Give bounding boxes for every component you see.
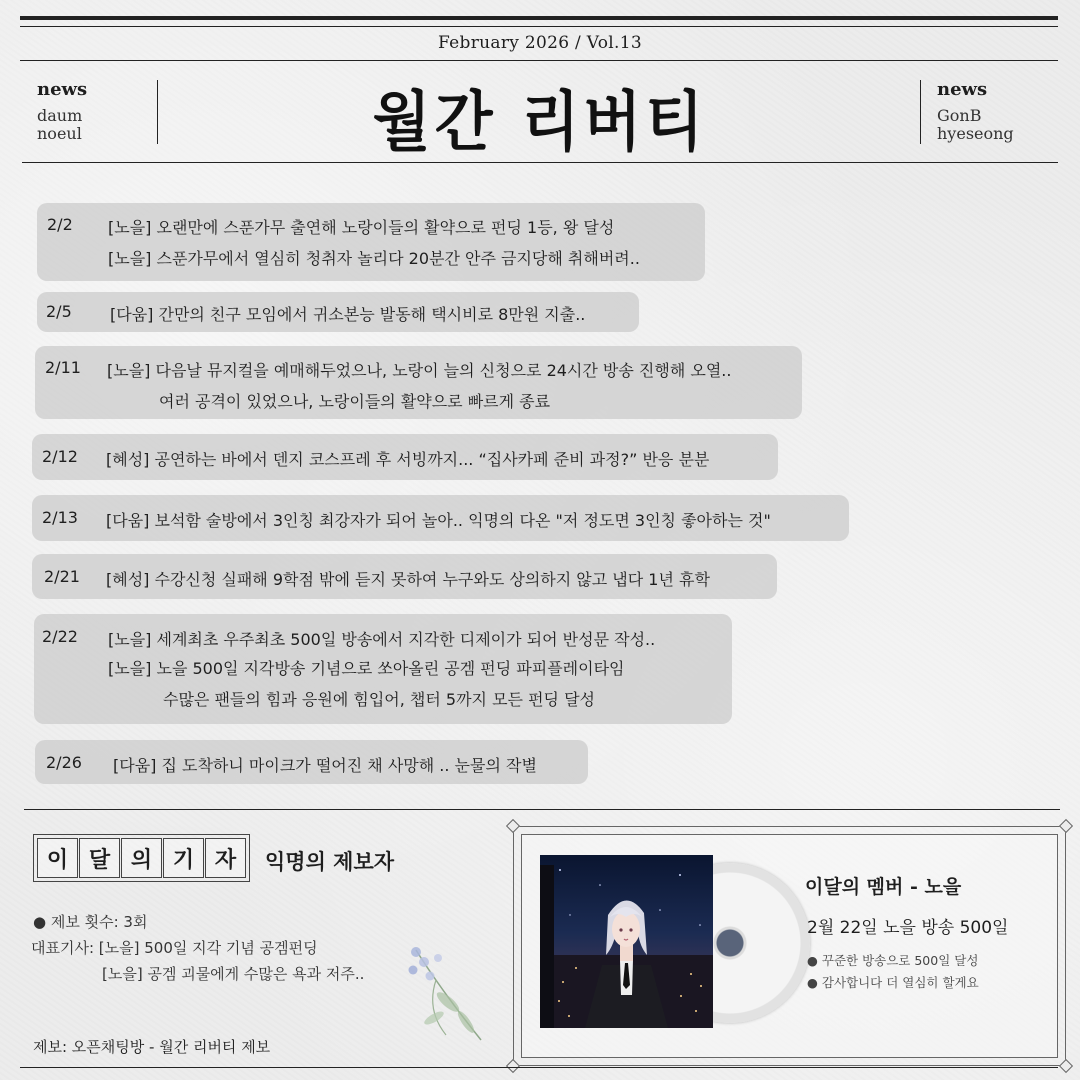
title-char-box: 달: [79, 838, 120, 878]
member-title: 이달의 멤버 - 노을: [805, 876, 962, 898]
news-date: 2/2: [47, 215, 73, 234]
top-rule-thin: [20, 26, 1058, 27]
album-cover: [540, 855, 713, 1028]
title-char-box: 이: [37, 838, 78, 878]
news-row: [32, 434, 778, 480]
news-line: [혜성] 공연하는 바에서 덴지 코스프레 후 서빙까지... “집사카페 준비 과정?” 반응 분분: [106, 450, 710, 469]
news-date: 2/12: [42, 447, 78, 466]
news-line: [노을] 스푼가무에서 열심히 청취자 놀리다 20분간 안주 금지당해 취해버려..: [108, 249, 640, 268]
news-date: 2/26: [46, 753, 82, 772]
title-char-box: 자: [205, 838, 246, 878]
report-count: ● 제보 횟수: 3회: [33, 913, 148, 931]
news-row: [35, 740, 588, 784]
header-right-credits: [937, 80, 1014, 143]
flower-illustration: [396, 940, 501, 1050]
header-rule-top: [20, 60, 1058, 61]
news-line: [다움] 보석함 술방에서 3인칭 최강자가 되어 놀아.. 익명의 다온 "저 정도면 3인칭 좋아하는 것": [106, 511, 771, 530]
news-line: [다움] 간만의 친구 모임에서 귀소본능 발동해 택시비로 8만원 지출..: [110, 305, 586, 324]
featured-article-2: [노을] 공겜 괴물에게 수많은 욕과 저주..: [102, 965, 365, 983]
member-bullet: ● 꾸준한 방송으로 500일 달성: [807, 953, 979, 968]
news-row: [37, 203, 705, 281]
news-date: 2/21: [44, 567, 80, 586]
header-rule-bottom: [22, 162, 1058, 163]
reporter-title-boxes: [33, 834, 250, 882]
title-char-box: 의: [121, 838, 162, 878]
header-left-name: noeul: [37, 124, 82, 144]
news-line: [노을] 노을 500일 지각방송 기념으로 쏘아올린 공겜 펀딩 파피플레이타임: [108, 659, 625, 678]
bottom-rule: [20, 1067, 1058, 1068]
masthead-title: 월간 리버티: [372, 84, 708, 161]
header-right-name: GonB: [937, 105, 982, 125]
section-rule: [24, 809, 1060, 810]
news-date: 2/11: [45, 358, 81, 377]
news-line: [노을] 세계최초 우주최초 500일 방송에서 지각한 디제이가 되어 반성문 작성..: [108, 630, 656, 649]
member-subtitle: 2월 22일 노을 방송 500일: [807, 918, 1009, 938]
header-left-title: news: [37, 79, 88, 100]
news-date: 2/13: [42, 508, 78, 527]
news-row: [35, 346, 802, 419]
news-row: [34, 614, 732, 724]
news-row: [32, 554, 777, 599]
header-right-divider: [920, 80, 921, 144]
news-line: 여러 공격이 있었으나, 노랑이들의 활약으로 빠르게 종료: [159, 392, 551, 411]
album-art: [540, 855, 713, 1028]
featured-article: 대표기사: [노을] 500일 지각 기념 공겜펀딩: [31, 939, 318, 957]
news-line: 수많은 팬들의 힘과 응원에 힘입어, 챕터 5까지 모든 펀딩 달성: [163, 690, 595, 709]
news-line: [노을] 오랜만에 스푼가무 출연해 노랑이들의 활약으로 펀딩 1등, 왕 달성: [108, 218, 615, 237]
header-right-title: news: [937, 79, 988, 100]
header-right-name: hyeseong: [937, 124, 1014, 144]
top-rule-thick: [20, 16, 1058, 20]
issue-line: February 2026 / Vol.13: [438, 33, 642, 53]
news-row: [32, 495, 849, 541]
news-line: [다움] 집 도착하니 마이크가 떨어진 채 사망해 .. 눈물의 작별: [113, 756, 537, 775]
news-date: 2/22: [42, 627, 78, 646]
reporter-name: 익명의 제보자: [265, 849, 395, 874]
member-bullet: ● 감사합니다 더 열심히 할게요: [807, 975, 979, 990]
news-row: [37, 292, 639, 332]
header-left-name: daum: [37, 105, 83, 125]
news-line: [노을] 다음날 뮤지컬을 예매해두었으나, 노랑이 늘의 신청으로 24시간 방송 진행해 오열..: [107, 361, 732, 380]
title-char-box: 기: [163, 838, 204, 878]
news-date: 2/5: [46, 302, 72, 321]
tip-line: 제보: 오픈채팅방 - 월간 리버티 제보: [33, 1038, 271, 1056]
news-line: [혜성] 수강신청 실패해 9학점 밖에 듣지 못하여 누구와도 상의하지 않고 냅다 1년 휴학: [106, 570, 710, 589]
